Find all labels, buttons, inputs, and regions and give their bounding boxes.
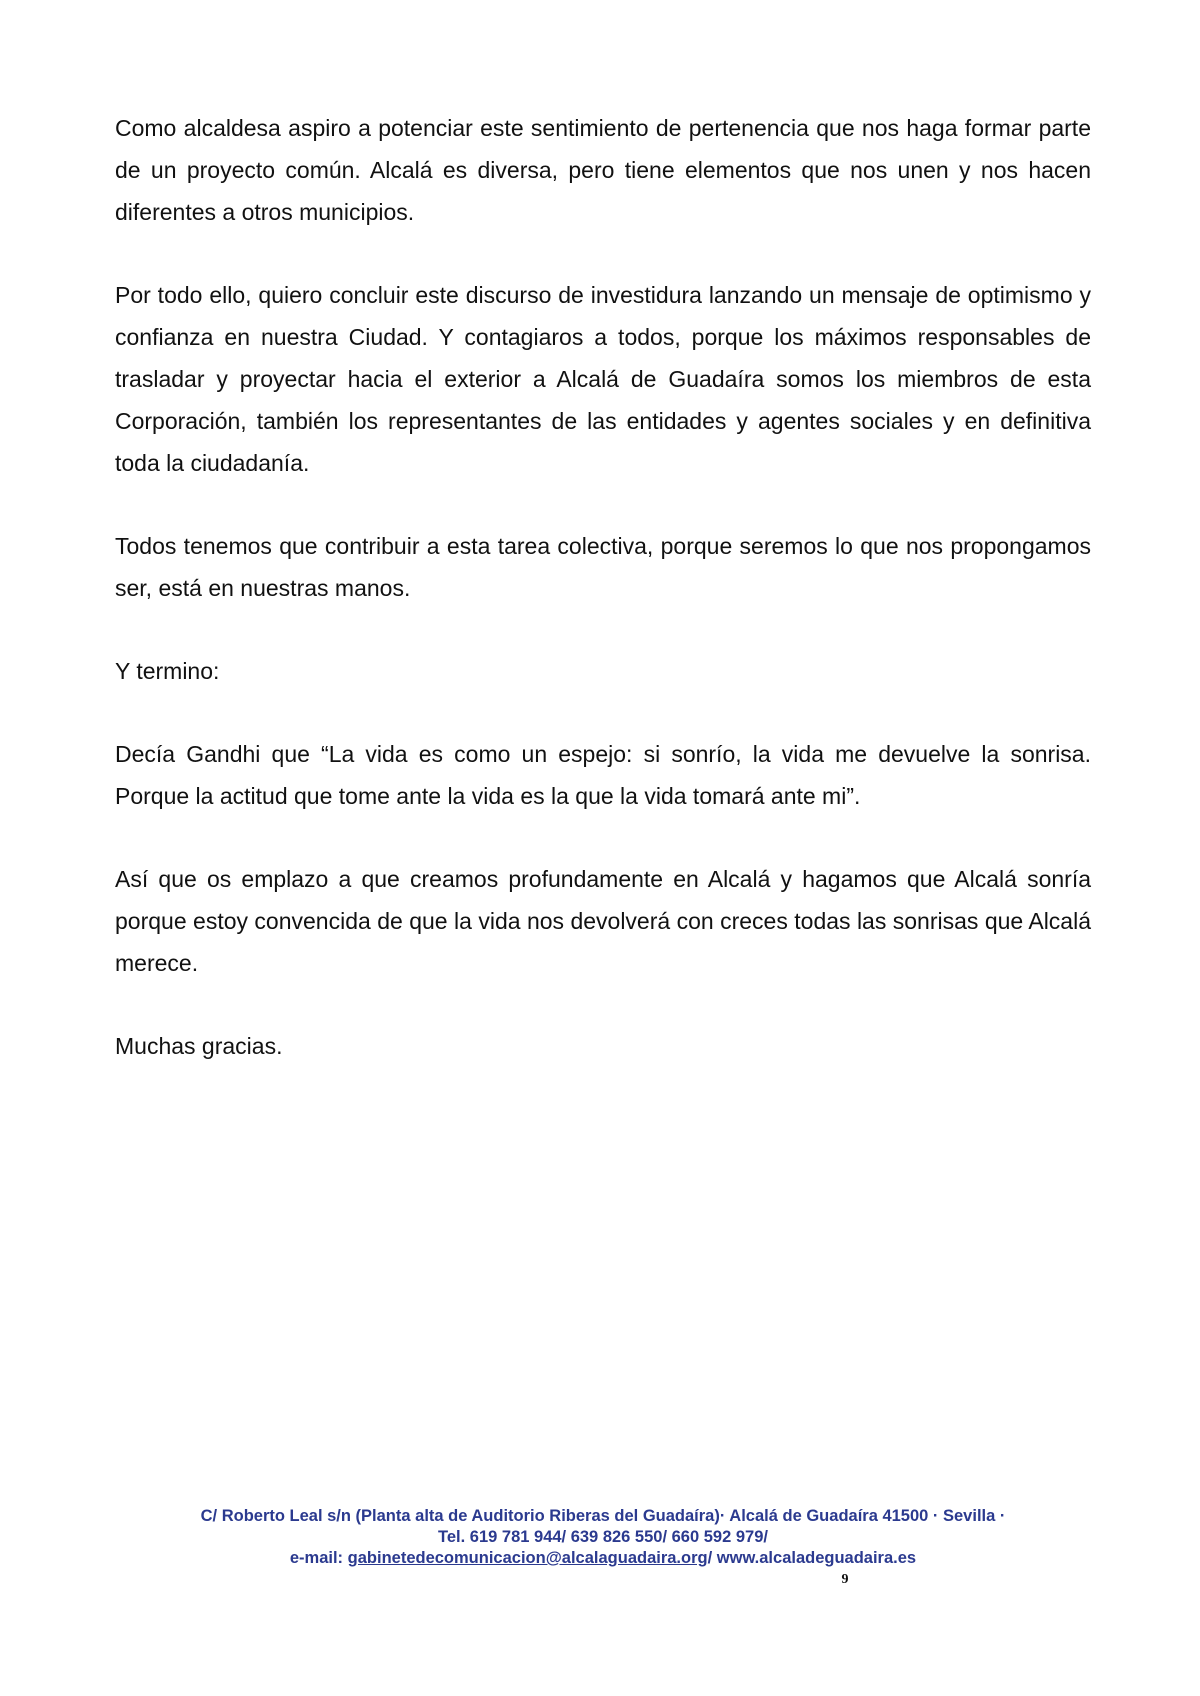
footer-contact-line [115, 1548, 1091, 1569]
paragraph-6: Así que os emplazo a que creamos profundamente en Alcalá y hagamos que Alcalá sonría porque estoy convencida de que la vida nos devolverá con creces todas las sonrisas que Alcalá merece. [115, 866, 1091, 976]
paragraph-4: Y termino: [115, 658, 220, 684]
paragraph-1: Como alcaldesa aspiro a potenciar este sentimiento de pertenencia que nos haga formar parte de un proyecto común. Alcalá es diversa, pero tiene elementos que nos unen y nos hacen diferentes a otros municipios. [115, 115, 1091, 225]
paragraph-5: Decía Gandhi que “La vida es como un espejo: si sonrío, la vida me devuelve la sonrisa. Porque la actitud que tome ante la vida es la que la vida tomará ante mi”. [115, 741, 1091, 809]
footer-email-link[interactable]: gabinetedecomunicacion@alcalaguadaira.org [347, 1549, 708, 1567]
footer-separator: / [707, 1549, 717, 1567]
footer-address: C/ Roberto Leal s/n (Planta alta de Auditorio Riberas del Guadaíra)· Alcalá de Guadaíra 41500 · Sevilla · [200, 1507, 1006, 1525]
page-footer [115, 1506, 1091, 1569]
paragraph-2: Por todo ello, quiero concluir este discurso de investidura lanzando un mensaje de optimismo y confianza en nuestra Ciudad. Y contagiaros a todos, porque los máximos responsables de trasladar y proyectar hacia el exterior a Alcalá de Guadaíra somos los miembros de esta Corporación, también los representantes de las entidades y agentes sociales y en definitiva toda la ciudadanía. [115, 282, 1091, 476]
paragraph-3: Todos tenemos que contribuir a esta tarea colectiva, porque seremos lo que nos propongamos ser, está en nuestras manos. [115, 533, 1091, 601]
page-number: 9 [841, 1572, 849, 1587]
document-body [115, 107, 1091, 1067]
paragraph-7: Muchas gracias. [115, 1033, 283, 1059]
footer-email-label: e-mail: [289, 1549, 348, 1567]
footer-phones: Tel. 619 781 944/ 639 826 550/ 660 592 979/ [438, 1528, 768, 1546]
footer-website-link[interactable]: www.alcaladeguadaira.es [716, 1549, 917, 1567]
